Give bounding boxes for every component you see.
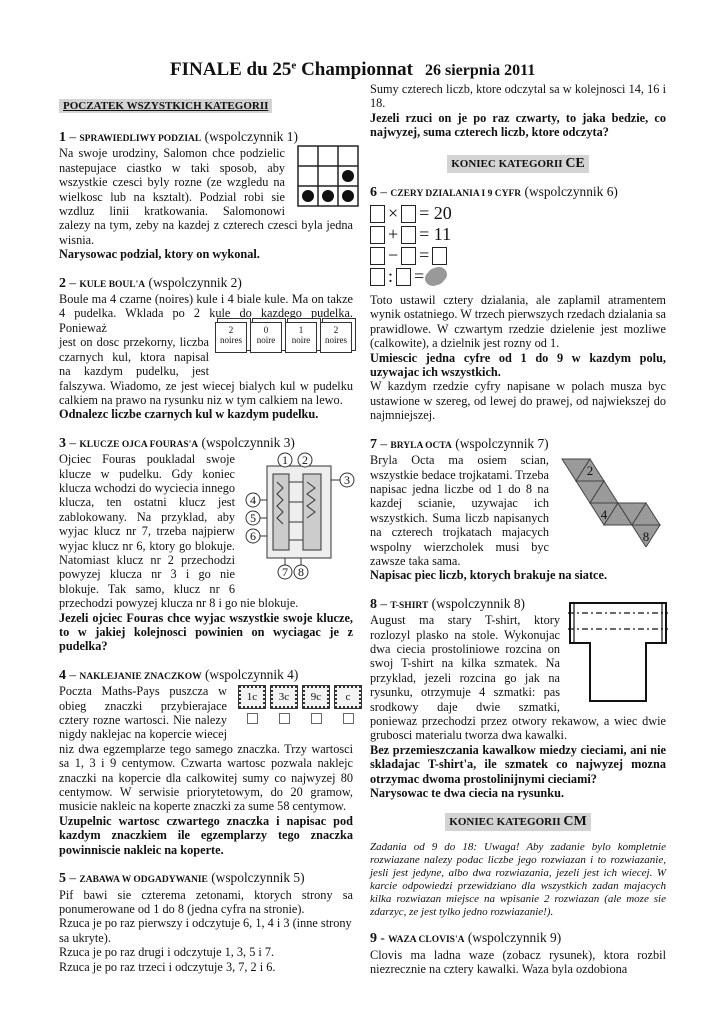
page-title <box>170 59 535 81</box>
line: kazdej scianie, uzywajac ich <box>370 496 549 511</box>
problem-1 <box>59 130 353 262</box>
box-label: noires <box>220 334 242 345</box>
key-label: 2 <box>302 452 308 467</box>
title-date: 26 sierpnia 2011 <box>424 62 536 79</box>
problem-7-number: 7 <box>370 436 377 452</box>
problem-9 <box>370 931 666 976</box>
digit-box[interactable] <box>370 226 385 244</box>
stamp-answer-box[interactable] <box>279 713 290 724</box>
stamp-value: 3c <box>271 686 297 708</box>
key-label: 3 <box>344 472 350 487</box>
problem-8-number: 8 <box>370 596 377 612</box>
line: zablokowany. Na przyklad, aby <box>59 509 235 524</box>
operations <box>370 203 666 287</box>
problem-3 <box>59 436 353 654</box>
line: wzdluz linii kratkowania. Salomonowi <box>59 204 285 219</box>
problem-8-coef: (wspolczynnik 8) <box>431 595 525 611</box>
problem-4-coef: (wspolczynnik 4) <box>204 666 299 682</box>
problem-8-instruction: Narysowac te dwa ciecia na rysunku. <box>370 786 565 801</box>
problem-3-text2: przechodzi powyzej klucza nr 8 i go nie blokuje. <box>59 596 299 611</box>
problem-1-text: zalezy na tym, zeby na kazdej z czterech czesci byla jedna wisnia. <box>59 218 353 247</box>
line: wspolny wierzcholek musi byc <box>370 539 549 554</box>
digit-box[interactable] <box>396 268 411 286</box>
title-main: FINALE du 25 <box>170 59 292 80</box>
line: klucza wchodzi do wyciecia innego <box>59 480 235 495</box>
stamp-answer-box[interactable] <box>311 713 322 724</box>
problem-6-number: 6 <box>370 184 377 200</box>
problem-1-coef: (wspolczynnik 1) <box>204 129 298 144</box>
end-band-ce-wrap <box>370 154 666 173</box>
problem-2-name: KULE BOUL'A <box>79 279 146 290</box>
end-band-cm-wrap <box>370 812 666 831</box>
band-category: CE <box>565 155 585 171</box>
problem-4 <box>59 668 353 857</box>
line: wszystkich. Suma liczb napisanych <box>370 510 549 525</box>
problem-9-header: 9 - WAZA CLOVIS'A (wspolczynnik 9) <box>370 930 562 947</box>
box-number: 2 <box>228 324 234 335</box>
line: nastepujace ciastko w taki sposob, aby <box>59 160 285 175</box>
problem-8-text2: poniewaz przechodzi przez otwory rekawow, a wiec dwie grubosci materialu tworza dwa kawalki. <box>370 714 666 743</box>
problem-1-lines <box>59 146 285 218</box>
end-band-cm <box>445 813 590 831</box>
digit-box[interactable] <box>401 247 416 265</box>
key-label: 8 <box>298 564 304 579</box>
stamp <box>303 686 329 724</box>
line: Bryla Octa ma osiem scian, <box>370 453 549 468</box>
band-category: CM <box>563 814 587 830</box>
line: napisac jedna liczbe od 1 do 8 na <box>370 481 549 496</box>
operation-row <box>370 266 666 287</box>
stamp <box>335 686 361 724</box>
problem-2-header: 2 – KULE BOUL'A (wspolczynnik 2) <box>59 274 242 291</box>
problem-5-name: ZABAWA W ODGADYWANIE <box>79 875 208 886</box>
problem-7-lines <box>370 453 549 568</box>
line: jest on dosc przekorny, liczba <box>59 335 209 350</box>
ink-blot-icon <box>427 268 445 285</box>
line: Natomiast klucz nr 2 przechodzi <box>59 552 235 567</box>
problem-6-header: 6 – CZERY DZIALANIA I 9 CYFR (wspolczynnik 6) <box>370 183 618 200</box>
problem-6-text2: W kazdym rzedzie cyfry napisane w polach musza byc ustawione w szereg, od lewej do prawej, od najwiekszej do najmniejszej. <box>370 379 666 423</box>
line: wyjac klucz nr 7, trzeba najpierw <box>59 524 235 539</box>
problem-7 <box>370 437 666 583</box>
problem-3-name: KLUCZE OJCA FOURAS'A <box>79 439 199 450</box>
net-number: 2 <box>586 462 594 478</box>
problem-6-name: CZERY DZIALANIA I 9 CYFR <box>390 188 522 199</box>
problem-7-question: Napisac piec liczb, ktorych brakuje na siatce. <box>370 568 608 583</box>
line: dwa ciecia prostoliniowe rozcina on <box>370 641 560 656</box>
net-number: 4 <box>600 506 608 522</box>
operator: × <box>388 203 399 224</box>
operation-row <box>370 245 666 266</box>
problem-9-number: 9 <box>370 931 377 947</box>
problem-6-coef: (wspolczynnik 6) <box>524 183 618 199</box>
problem-2 <box>59 276 353 422</box>
problem-5-number: 5 <box>59 871 66 887</box>
problem-5-sums: Sumy czterech liczb, ktore odczytal sa w kolejnosci 14, 16 i 18. <box>370 82 666 111</box>
operation-row <box>370 224 666 245</box>
stamps-figure <box>239 686 355 724</box>
problem-5-roll-1: Rzuca je po raz pierwszy i odczytuje 6, 1, 4 i 3 (inne strony sa ukryte). <box>59 916 352 945</box>
problem-4-text2: niz dwa egzemplarze tego samego znaczka. Trzy wartosci sa 1, 3 i 9 centymow. Czwarta wartosc pozwala naklejc znaczki na kopercie dla calkowitej sumy co najwyzej 80 centymow. W serwisie priorytetowym, do 20 gramow, musicie nakleic na koperte znaczki za sume 58 centymow. <box>59 741 353 814</box>
problem-4-header: 4 – NAKLEJANIE ZNACZKOW (wspolczynnik 4) <box>59 666 299 683</box>
box-number: 1 <box>298 324 304 335</box>
line: powyzej klucza nr 3 i go nie <box>59 567 235 582</box>
problem-8-name: T-SHIRT <box>390 600 429 611</box>
problem-5-roll-3: Rzuca je po raz trzeci i odczytuje 3, 7, 2 i 6. <box>59 959 276 974</box>
problem-4-number: 4 <box>59 667 66 683</box>
result: = 11 <box>419 224 452 245</box>
problem-1-header: 1 – SPRAWIEDLIWY PODZIAL (wspolczynnik 1) <box>59 129 298 145</box>
line: klucza, ten ostatni klucz jest <box>59 495 235 510</box>
digit-box[interactable] <box>401 205 416 223</box>
box <box>320 322 352 353</box>
problem-3-lines <box>59 452 235 596</box>
problem-1-number: 1 <box>59 130 66 145</box>
line: przyklad, jezeli rozcina go jak na <box>370 670 560 685</box>
problem-4-name: NAKLEJANIE ZNACZKOW <box>79 671 202 682</box>
problem-3-coef: (wspolczynnik 3) <box>201 434 295 450</box>
line: na kazdym pudelku, jest <box>59 364 209 379</box>
problem-5-header: 5 – ZABAWA W ODGADYWANIE (wspolczynnik 5) <box>59 870 305 887</box>
tshirt-figure <box>568 599 668 703</box>
operator: + <box>388 224 399 245</box>
note-9-18: Zadania od 9 do 18: Uwaga! Aby zadanie bylo kompletnie rozwiazane nalezy podac liczbe jego rozwiazan i to rozwiazanie, jesli jest jedyne, albo dwa rozwiazania, jezeli jest ich wiecej. W karcie odpowiedzi przewidziano dla wszystkich zadan majacych kilka rozwiazan miejsce na wpisanie 2 rozwiazan (ale moze sie zdarzyc, ze jest tylko jedno rozwiazanie!). <box>370 841 666 919</box>
keys-figure <box>245 452 357 582</box>
box-label: noire <box>291 334 311 345</box>
problem-6 <box>370 185 666 423</box>
line: Ojciec Fouras poukladal swoje <box>59 452 235 467</box>
stamp-value: 9c <box>303 686 329 708</box>
band-text: KONIEC KATEGORII <box>449 816 564 829</box>
problem-8-header: 8 – T-SHIRT (wspolczynnik 8) <box>370 595 525 612</box>
problem-5-text: Pif bawi sie czterema zetonami, ktorych strony sa ponumerowane od 1 do 8 (jedna cyfra na stronie). <box>59 887 353 916</box>
line: blokuje. Tak samo, klucz nr 6 <box>59 581 235 596</box>
line: wielkosc lub na ksztalt). Podzial robi sie <box>59 189 285 204</box>
line: srodkowy daje dwie szmatki, <box>370 699 560 714</box>
operator: − <box>388 245 399 266</box>
problem-4-question: Uzupelnic wartosc czwartego znaczka i napisac pod kazdym znaczkiem ile egzemplarzy tego znaczka powinniscie nakleic na koperte. <box>59 813 353 857</box>
problem-2-question: Odnalezc liczbe czarnych kul w kazdym pudelku. <box>59 407 319 422</box>
line: swoj T-shirt na kilka szmatek. Na <box>370 656 560 671</box>
octahedron-net-figure <box>560 457 670 547</box>
line: wszystkie czesci byly rozne (ze wzgledu na <box>59 175 285 190</box>
line: zawsze taka sama. <box>370 553 461 568</box>
problem-2-number: 2 <box>59 275 66 291</box>
digit-box[interactable] <box>370 268 385 286</box>
problem-2-lines <box>59 335 209 378</box>
box <box>250 322 282 353</box>
stamp-value: 1c <box>239 686 265 708</box>
box-label: noire <box>256 334 276 345</box>
line: nigdy naklejac na kopercie wiecej <box>59 727 227 742</box>
problem-5-question: Jezeli rzuci on je po raz czwarty, to jaka bedzie, co najwyzej, suma czterech liczb, ktore odczyta? <box>370 110 666 140</box>
line: rozlozyl plasko na stole. Wykonujac <box>370 627 560 642</box>
box-number: 2 <box>333 324 339 335</box>
problem-6-text: Toto ustawil cztery dzialania, ale zaplamil atramentem wynik ostatniego. W trzech pierwszych rzedach dzialania sa prawidlowe. W czwartym rzedzie dzielenie jest mozliwe (calkowite), a dzielnik jest rozny od 1. <box>370 293 666 351</box>
line: na czterech trojkatach majacych <box>370 525 549 540</box>
problem-4-lines <box>59 684 227 742</box>
band-text: KONIEC KATEGORII <box>451 157 566 170</box>
problem-7-header: 7 – BRYLA OCTA (wspolczynnik 7) <box>370 435 549 452</box>
digit-box[interactable] <box>370 205 385 223</box>
problem-7-name: BRYLA OCTA <box>390 440 452 451</box>
line: Poczta Maths-Pays puszcza w <box>59 684 227 699</box>
box-number: 0 <box>263 324 269 335</box>
digit-box[interactable] <box>370 247 385 265</box>
digit-box[interactable] <box>401 226 416 244</box>
operation-row <box>370 203 666 224</box>
problem-9-text: Clovis ma ladna waze (zobacz rysunek), ktora rozbil niezrecznie na cztery kawalki. Waza byla ozdobiona <box>370 947 666 977</box>
result: = <box>414 266 425 287</box>
cake-grid-figure <box>297 145 359 207</box>
result: = <box>419 245 430 266</box>
box <box>285 322 317 353</box>
boxes-figure <box>215 322 355 356</box>
problem-9-name: WAZA CLOVIS'A <box>388 935 465 946</box>
line: wyjac klucz nr 6, ktory go blokuje. <box>59 538 235 553</box>
start-band: POCZATEK WSZYSTKICH KATEGORII <box>59 99 272 113</box>
stamp-answer-box[interactable] <box>247 713 258 724</box>
problem-3-header: 3 – KLUCZE OJCA FOURAS'A (wspolczynnik 3) <box>59 434 295 451</box>
title-sup: e <box>291 59 297 72</box>
line: obieg znaczki przybierajace <box>59 698 227 713</box>
problem-8-lines <box>370 613 560 714</box>
line: August ma stary T-shirt, ktory <box>370 613 560 628</box>
key-label: 5 <box>250 510 256 525</box>
stamp-value: c <box>335 686 361 708</box>
problem-6-question: Umiescic jedna cyfre od 1 do 9 w kazdym polu, uzywajac ich wszystkich. <box>370 350 666 380</box>
problem-3-number: 3 <box>59 435 66 451</box>
line: wszystkie bedace trojkatami. Trzeba <box>370 467 549 482</box>
box-label: noires <box>325 334 347 345</box>
key-label: 6 <box>250 528 256 543</box>
problem-5-coef: (wspolczynnik 5) <box>211 870 305 886</box>
line: klucze w pudelku. Gdy koniec <box>59 466 235 481</box>
digit-box[interactable] <box>432 247 447 265</box>
key-label: 4 <box>250 492 256 507</box>
problem-1-name: SPRAWIEDLIWY PODZIAL <box>79 134 202 144</box>
box <box>215 322 247 353</box>
key-label: 1 <box>282 452 288 467</box>
key-label: 7 <box>282 564 288 579</box>
operator: : <box>388 266 394 287</box>
problem-9-coef: (wspolczynnik 9) <box>467 930 562 946</box>
stamp-answer-box[interactable] <box>343 713 354 724</box>
line: Na swoje urodziny, Salomon chce podzielic <box>59 146 285 161</box>
problem-3-question: Jezeli ojciec Fouras chce wyjac wszystkie swoje klucze, to w jakiej kolejnosci powinien on wyciagac je z pudelka? <box>59 610 353 654</box>
right-column <box>370 82 666 977</box>
problem-1-question: Narysowac podzial, ktory on wykonal. <box>59 247 260 262</box>
net-number: 8 <box>642 528 650 544</box>
result: = 20 <box>419 203 452 224</box>
stamp <box>239 686 265 724</box>
problem-8 <box>370 597 666 801</box>
line: rysunku, otrzymuje 4 szmatki: pas <box>370 685 560 700</box>
problem-8-question: Bez przemieszczania kawalkow miedzy cieciami, ani nie skladajac T-shirt'a, ile szmatek co najwyzej mozna otrzymac dwoma prostolinijnymi cieciami? <box>370 742 666 786</box>
problem-2-coef: (wspolczynnik 2) <box>148 274 242 290</box>
line: cztery rozne wartosci. Nie nalezy <box>59 713 227 728</box>
line: czarnych kul, ktora napisal <box>59 349 209 364</box>
left-column <box>59 96 353 974</box>
problem-7-coef: (wspolczynnik 7) <box>455 435 549 451</box>
title-rest: Championnat <box>296 59 413 80</box>
end-band-ce <box>447 155 589 173</box>
problem-5-roll-2: Rzuca je po raz drugi i odczytuje 1, 3, 5 i 7. <box>59 945 275 960</box>
problem-2-text2: falszywa. Wiadomo, ze jest wiecej bialych kul w pudelku calkiem na prawo na rysunku niz w tym calkiem na lewo. <box>59 378 353 407</box>
problem-2-text1: Boule ma 4 czarne (noires) kule i 4 biale kule. Ma on takze 4 pudelka. Wklada po 2 kule do kazdego pudelka. Ponieważ <box>59 292 353 335</box>
stamp <box>271 686 297 724</box>
problem-5 <box>59 871 353 974</box>
